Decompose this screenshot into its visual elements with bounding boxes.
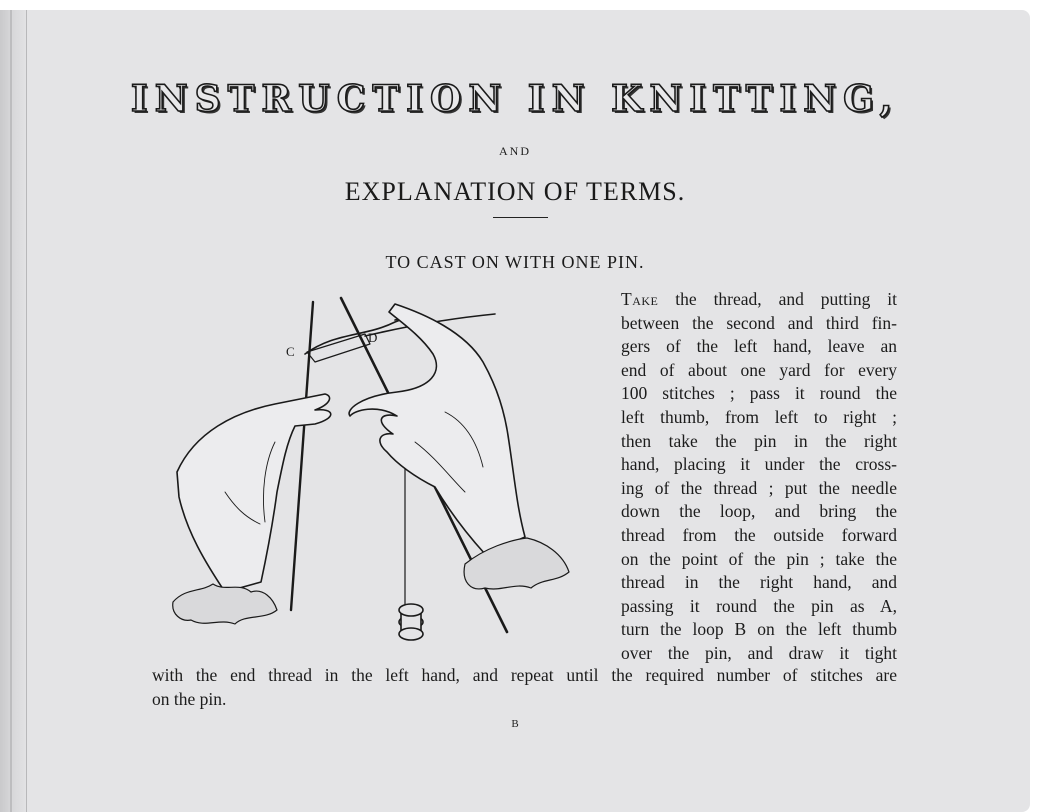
paragraph-line: passing it round the pin as A, bbox=[621, 595, 897, 616]
knitting-hands-illustration bbox=[165, 292, 585, 652]
instruction-paragraph-full bbox=[152, 664, 897, 711]
paragraph-line: gers of the left hand, leave an bbox=[621, 336, 897, 357]
paragraph-line: on the point of the pin ; take the bbox=[621, 548, 897, 569]
paragraph-line: end of about one yard for every bbox=[621, 359, 897, 380]
paragraph-line: down the loop, and bring the bbox=[621, 501, 897, 522]
paragraph-line: ing of the thread ; put the needle bbox=[621, 477, 897, 498]
paragraph-line: between the second and third fin- bbox=[621, 312, 897, 333]
decorative-rule bbox=[493, 217, 548, 218]
signature-mark: B bbox=[511, 718, 519, 730]
section-heading: TO CAST ON WITH ONE PIN. bbox=[385, 252, 645, 272]
paragraph-line: turn the loop B on the left thumb bbox=[621, 619, 897, 640]
paragraph-line: thread from the outside forward bbox=[621, 524, 897, 545]
paragraph-line: over the pin, and draw it tight bbox=[621, 642, 897, 663]
paragraph-line: then take the pin in the right bbox=[621, 430, 897, 451]
left-hand bbox=[177, 394, 331, 592]
figure-label-d: D bbox=[368, 330, 378, 345]
figure-label-c: C bbox=[286, 344, 295, 359]
instruction-paragraph-column bbox=[621, 288, 897, 666]
paragraph-line: on the pin. bbox=[152, 688, 227, 709]
lead-word: Take bbox=[621, 289, 659, 309]
title-connector: AND bbox=[499, 144, 531, 158]
left-cuff bbox=[173, 584, 277, 624]
book-page bbox=[0, 10, 1030, 812]
book-spine bbox=[0, 10, 27, 812]
paragraph-line: Take the thread, and putting it bbox=[621, 289, 897, 309]
paragraph-line: thread in the right hand, and bbox=[621, 572, 897, 593]
paragraph-line: left thumb, from left to right ; bbox=[621, 406, 897, 427]
page-subtitle: EXPLANATION OF TERMS. bbox=[344, 177, 686, 206]
thread-spool bbox=[399, 604, 423, 640]
paragraph-line: 100 stitches ; pass it round the bbox=[621, 383, 897, 404]
paragraph-line: hand, placing it under the cross- bbox=[621, 454, 897, 475]
paragraph-line: with the end thread in the left hand, and repeat until the required number of stitches are bbox=[152, 665, 897, 685]
page-title: INSTRUCTION IN KNITTING, bbox=[130, 78, 900, 120]
